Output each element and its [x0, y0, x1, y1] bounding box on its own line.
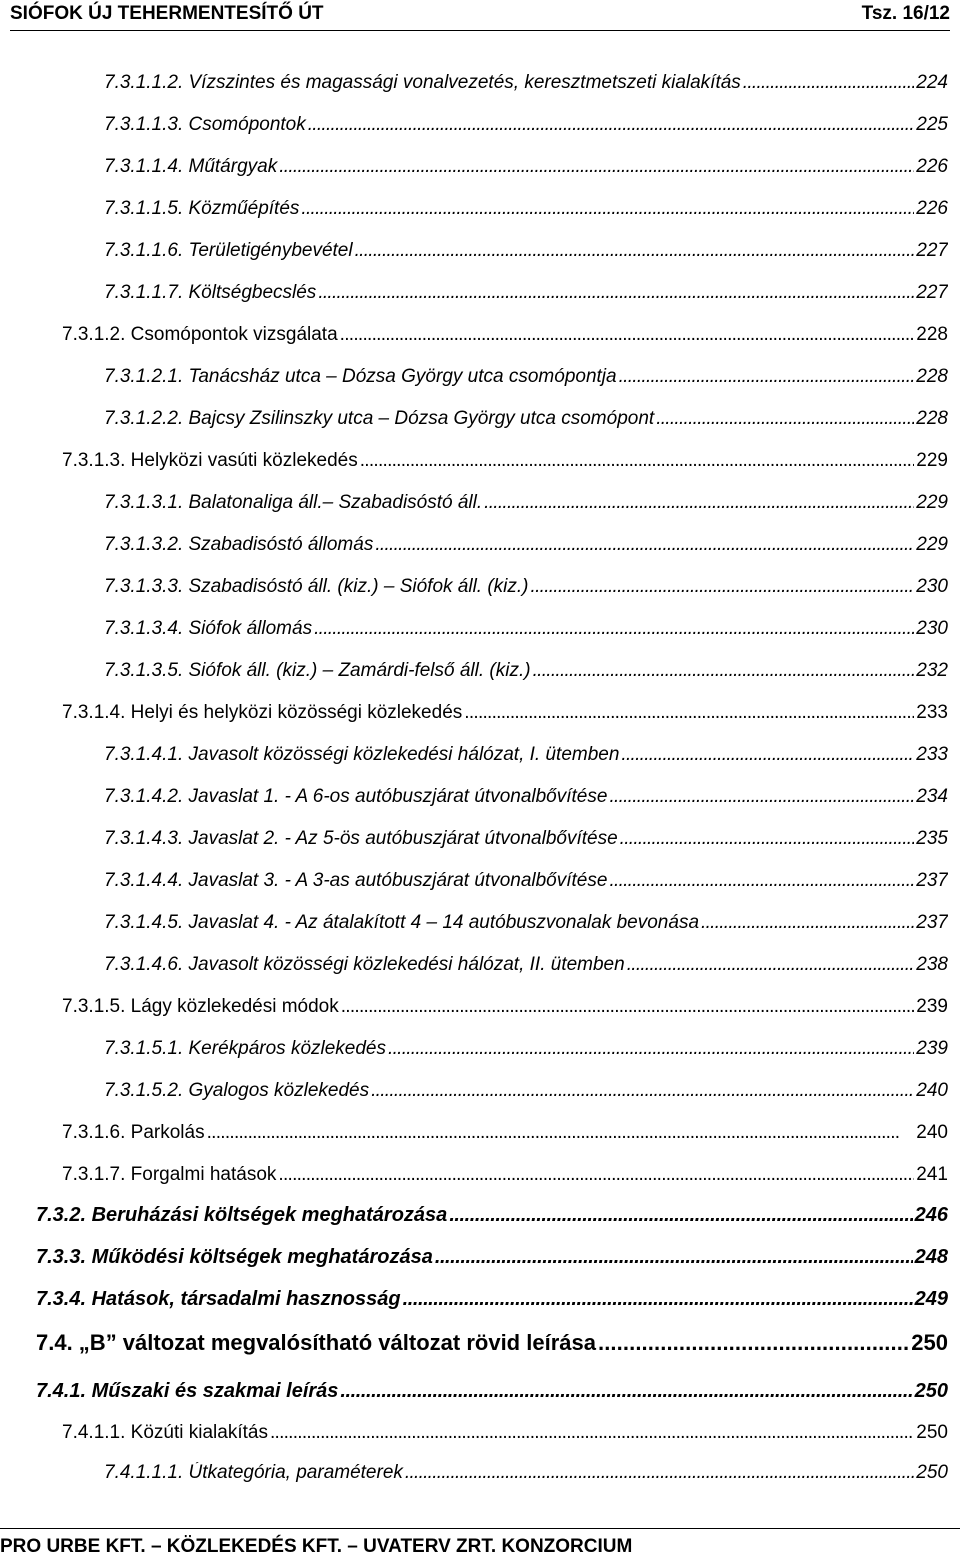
toc-entry[interactable]: 7.3.1.1.6. Területigénybevétel . . . 227 [104, 240, 948, 262]
toc-entry[interactable]: 7.3.1.5. Lágy közlekedési módok . . . 239 [62, 996, 948, 1018]
toc-entry[interactable]: 7.3.1.4.5. Javaslat 4. - Az átalakított 4 – 14 autóbuszvonalak bevonása . . . 237 [104, 912, 948, 934]
toc-entry[interactable]: 7.3.1.5.2. Gyalogos közlekedés . . . 240 [104, 1080, 948, 1102]
document-title: SIÓFOK ÚJ TEHERMENTESÍTŐ ÚT [10, 3, 324, 24]
toc-entry[interactable]: 7.3.1.1.5. Közműépítés . . . 226 [104, 198, 948, 220]
toc-entry[interactable]: 7.4. „B” változat megvalósítható változat rövid leírása . . . 250 [36, 1330, 948, 1356]
toc-entry[interactable]: 7.3.2. Beruházási költségek meghatározása . . . 246 [36, 1204, 948, 1227]
page-footer [0, 1528, 960, 1560]
toc-entry[interactable]: 7.3.1.3.1. Balatonaliga áll.– Szabadisóstó áll. . . . 229 [104, 492, 948, 514]
toc-entry[interactable]: 7.4.1.1.1. Útkategória, paraméterek . . . 250 [104, 1462, 948, 1484]
toc-entry[interactable]: 7.3.1.4. Helyi és helyközi közösségi közlekedés . . . 233 [62, 702, 948, 724]
toc-entry[interactable]: 7.3.1.4.1. Javasolt közösségi közlekedési hálózat, I. ütemben . . . 233 [104, 744, 948, 766]
document-code: Tsz. 16/12 [861, 3, 950, 24]
toc-entry[interactable]: 7.3.3. Működési költségek meghatározása . . . 248 [36, 1246, 948, 1269]
toc-entry[interactable]: 7.3.1.3.5. Siófok áll. (kiz.) – Zamárdi-felső áll. (kiz.) . . . 232 [104, 660, 948, 682]
toc-entry[interactable]: 7.3.1.4.2. Javaslat 1. - A 6-os autóbuszjárat útvonalbővítése . . . 234 [104, 786, 948, 808]
toc-entry[interactable]: 7.3.1.1.2. Vízszintes és magassági vonalvezetés, keresztmetszeti kialakítás . . . 224 [104, 72, 948, 94]
toc-entry[interactable]: 7.3.1.2.1. Tanácsház utca – Dózsa György utca csomópontja . . . 228 [104, 366, 948, 388]
toc-entry[interactable]: 7.3.1.3.3. Szabadisóstó áll. (kiz.) – Siófok áll. (kiz.) . . . 230 [104, 576, 948, 598]
toc-entry[interactable]: 7.3.1.3.4. Siófok állomás . . . 230 [104, 618, 948, 640]
page-header [10, 0, 950, 31]
toc-entry[interactable]: 7.3.1.4.3. Javaslat 2. - Az 5-ös autóbuszjárat útvonalbővítése . . . 235 [104, 828, 948, 850]
toc-entry[interactable]: 7.3.1.2.2. Bajcsy Zsilinszky utca – Dózsa György utca csomópont . . . 228 [104, 408, 948, 430]
toc-entry[interactable]: 7.3.1.1.7. Költségbecslés . . . 227 [104, 282, 948, 304]
toc-entry[interactable]: 7.3.4. Hatások, társadalmi hasznosság . . . 249 [36, 1288, 948, 1311]
toc-entry[interactable]: 7.3.1.3.2. Szabadisóstó állomás . . . 229 [104, 534, 948, 556]
toc-entry[interactable]: 7.3.1.1.3. Csomópontok . . . 225 [104, 114, 948, 136]
toc-entry[interactable]: 7.3.1.3. Helyközi vasúti közlekedés . . . 229 [62, 450, 948, 472]
toc-entry[interactable]: 7.4.1. Műszaki és szakmai leírás . . . 250 [36, 1380, 948, 1403]
footer-text: PRO URBE KFT. – KÖZLEKEDÉS KFT. – UVATERV ZRT. KONZORCIUM [0, 1536, 633, 1557]
toc-entry[interactable]: 7.3.1.1.4. Műtárgyak . . . 226 [104, 156, 948, 178]
toc-entry[interactable]: 7.4.1.1. Közúti kialakítás . . . 250 [62, 1422, 948, 1444]
toc-entry[interactable]: 7.3.1.2. Csomópontok vizsgálata . . . 228 [62, 324, 948, 346]
toc-entry[interactable]: 7.3.1.6. Parkolás . . . 240 [62, 1122, 948, 1144]
toc-entry[interactable]: 7.3.1.7. Forgalmi hatások . . . 241 [62, 1164, 948, 1186]
toc-entry[interactable]: 7.3.1.4.4. Javaslat 3. - A 3-as autóbuszjárat útvonalbővítése . . . 237 [104, 870, 948, 892]
toc-entry[interactable]: 7.3.1.5.1. Kerékpáros közlekedés . . . 239 [104, 1038, 948, 1060]
toc-entry[interactable]: 7.3.1.4.6. Javasolt közösségi közlekedési hálózat, II. ütemben . . . 238 [104, 954, 948, 976]
